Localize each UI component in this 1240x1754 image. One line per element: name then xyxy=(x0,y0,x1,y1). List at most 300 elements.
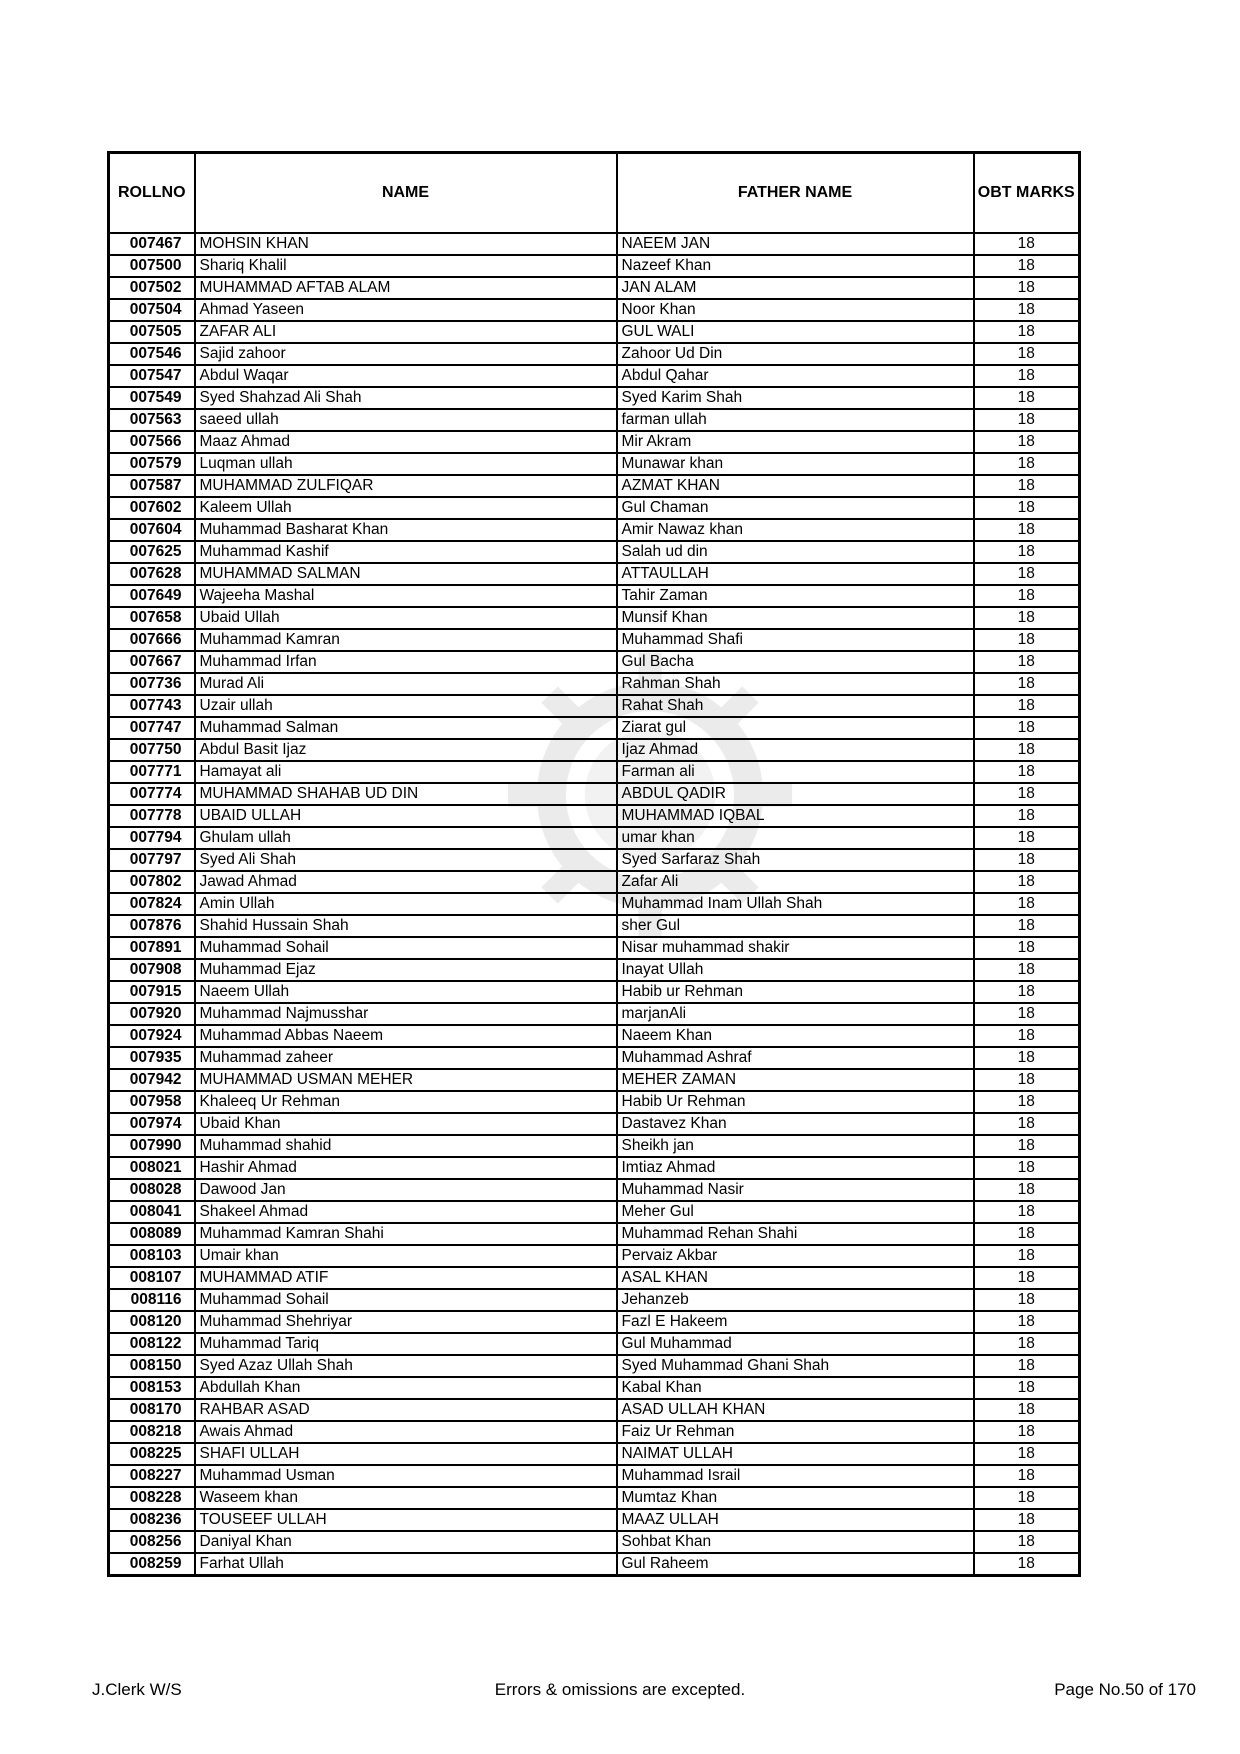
table-row xyxy=(109,849,1080,871)
marks-cell: 18 xyxy=(974,1003,1080,1025)
table-row xyxy=(109,1399,1080,1421)
table-row xyxy=(109,387,1080,409)
roll-number-cell: 007504 xyxy=(109,299,195,321)
name-cell: ZAFAR ALI xyxy=(195,321,617,343)
father-name-cell: Gul Chaman xyxy=(617,497,974,519)
table-row xyxy=(109,607,1080,629)
roll-number-cell: 007579 xyxy=(109,453,195,475)
footer-page-number: Page No.50 of 170 xyxy=(1054,1680,1196,1699)
table-row xyxy=(109,981,1080,1003)
father-name-cell: Gul Raheem xyxy=(617,1553,974,1576)
marks-cell: 18 xyxy=(974,695,1080,717)
roll-number-cell: 008120 xyxy=(109,1311,195,1333)
marks-cell: 18 xyxy=(974,1333,1080,1355)
name-cell: Syed Azaz Ullah Shah xyxy=(195,1355,617,1377)
name-cell: saeed ullah xyxy=(195,409,617,431)
table-row xyxy=(109,629,1080,651)
table-row xyxy=(109,541,1080,563)
table-row xyxy=(109,563,1080,585)
name-cell: TOUSEEF ULLAH xyxy=(195,1509,617,1531)
header-name: NAME xyxy=(195,153,617,234)
father-name-cell: ATTAULLAH xyxy=(617,563,974,585)
name-cell: Farhat Ullah xyxy=(195,1553,617,1576)
roll-number-cell: 007604 xyxy=(109,519,195,541)
roll-number-cell: 008089 xyxy=(109,1223,195,1245)
marks-cell: 18 xyxy=(974,431,1080,453)
table-row xyxy=(109,1311,1080,1333)
name-cell: Muhammad Sohail xyxy=(195,1289,617,1311)
father-name-cell: Naeem Khan xyxy=(617,1025,974,1047)
name-cell: MUHAMMAD ZULFIQAR xyxy=(195,475,617,497)
marks-cell: 18 xyxy=(974,453,1080,475)
name-cell: Muhammad Ejaz xyxy=(195,959,617,981)
marks-cell: 18 xyxy=(974,365,1080,387)
table-row xyxy=(109,1377,1080,1399)
table-row xyxy=(109,1355,1080,1377)
marks-cell: 18 xyxy=(974,981,1080,1003)
table-row xyxy=(109,1553,1080,1576)
table-row xyxy=(109,343,1080,365)
marks-cell: 18 xyxy=(974,1069,1080,1091)
name-cell: Muhammad shahid xyxy=(195,1135,617,1157)
footer-disclaimer: Errors & omissions are excepted. xyxy=(494,1680,746,1699)
marks-cell: 18 xyxy=(974,563,1080,585)
father-name-cell: Muhammad Ashraf xyxy=(617,1047,974,1069)
father-name-cell: marjanAli xyxy=(617,1003,974,1025)
marks-cell: 18 xyxy=(974,1047,1080,1069)
father-name-cell: Sheikh jan xyxy=(617,1135,974,1157)
table-row xyxy=(109,1157,1080,1179)
marks-cell: 18 xyxy=(974,651,1080,673)
table-header-row xyxy=(109,153,1080,234)
father-name-cell: Syed Muhammad Ghani Shah xyxy=(617,1355,974,1377)
table-row xyxy=(109,959,1080,981)
roll-number-cell: 007747 xyxy=(109,717,195,739)
name-cell: Awais Ahmad xyxy=(195,1421,617,1443)
father-name-cell: Muhammad Shafi xyxy=(617,629,974,651)
father-name-cell: Muhammad Israil xyxy=(617,1465,974,1487)
table-row xyxy=(109,277,1080,299)
table-row xyxy=(109,1487,1080,1509)
father-name-cell: Imtiaz Ahmad xyxy=(617,1157,974,1179)
table-row xyxy=(109,673,1080,695)
roll-number-cell: 007774 xyxy=(109,783,195,805)
name-cell: Khaleeq Ur Rehman xyxy=(195,1091,617,1113)
roll-number-cell: 008041 xyxy=(109,1201,195,1223)
name-cell: Abdullah Khan xyxy=(195,1377,617,1399)
name-cell: Syed Ali Shah xyxy=(195,849,617,871)
roll-number-cell: 007667 xyxy=(109,651,195,673)
table-row xyxy=(109,937,1080,959)
roll-number-cell: 007566 xyxy=(109,431,195,453)
roll-number-cell: 007505 xyxy=(109,321,195,343)
father-name-cell: Munsif Khan xyxy=(617,607,974,629)
roll-number-cell: 008170 xyxy=(109,1399,195,1421)
name-cell: Muhammad zaheer xyxy=(195,1047,617,1069)
roll-number-cell: 008153 xyxy=(109,1377,195,1399)
name-cell: Shakeel Ahmad xyxy=(195,1201,617,1223)
roll-number-cell: 007649 xyxy=(109,585,195,607)
father-name-cell: Salah ud din xyxy=(617,541,974,563)
marks-cell: 18 xyxy=(974,783,1080,805)
father-name-cell: JAN ALAM xyxy=(617,277,974,299)
roll-number-cell: 007563 xyxy=(109,409,195,431)
father-name-cell: Faiz Ur Rehman xyxy=(617,1421,974,1443)
marks-cell: 18 xyxy=(974,233,1080,255)
father-name-cell: Zahoor Ud Din xyxy=(617,343,974,365)
name-cell: Maaz Ahmad xyxy=(195,431,617,453)
father-name-cell: GUL WALI xyxy=(617,321,974,343)
table-row xyxy=(109,783,1080,805)
roll-number-cell: 008021 xyxy=(109,1157,195,1179)
table-row xyxy=(109,761,1080,783)
name-cell: Amin Ullah xyxy=(195,893,617,915)
name-cell: MUHAMMAD AFTAB ALAM xyxy=(195,277,617,299)
roll-number-cell: 007924 xyxy=(109,1025,195,1047)
table-row xyxy=(109,1003,1080,1025)
results-table xyxy=(107,151,1081,1577)
roll-number-cell: 007794 xyxy=(109,827,195,849)
table-row xyxy=(109,651,1080,673)
father-name-cell: Inayat Ullah xyxy=(617,959,974,981)
roll-number-cell: 008028 xyxy=(109,1179,195,1201)
father-name-cell: Sohbat Khan xyxy=(617,1531,974,1553)
name-cell: Ubaid Khan xyxy=(195,1113,617,1135)
name-cell: Muhammad Najmusshar xyxy=(195,1003,617,1025)
father-name-cell: Kabal Khan xyxy=(617,1377,974,1399)
father-name-cell: Mir Akram xyxy=(617,431,974,453)
marks-cell: 18 xyxy=(974,1135,1080,1157)
name-cell: Muhammad Kamran xyxy=(195,629,617,651)
marks-cell: 18 xyxy=(974,871,1080,893)
roll-number-cell: 007974 xyxy=(109,1113,195,1135)
roll-number-cell: 008228 xyxy=(109,1487,195,1509)
roll-number-cell: 007625 xyxy=(109,541,195,563)
table-row xyxy=(109,475,1080,497)
marks-cell: 18 xyxy=(974,277,1080,299)
marks-cell: 18 xyxy=(974,321,1080,343)
table-row xyxy=(109,233,1080,255)
header-rollno: ROLLNO xyxy=(109,153,195,234)
father-name-cell: Rahat Shah xyxy=(617,695,974,717)
roll-number-cell: 007876 xyxy=(109,915,195,937)
father-name-cell: Meher Gul xyxy=(617,1201,974,1223)
roll-number-cell: 007467 xyxy=(109,233,195,255)
table-row xyxy=(109,695,1080,717)
roll-number-cell: 007771 xyxy=(109,761,195,783)
marks-cell: 18 xyxy=(974,387,1080,409)
roll-number-cell: 007587 xyxy=(109,475,195,497)
table-row xyxy=(109,1509,1080,1531)
marks-cell: 18 xyxy=(974,1399,1080,1421)
table-row xyxy=(109,1267,1080,1289)
table-row xyxy=(109,871,1080,893)
marks-cell: 18 xyxy=(974,739,1080,761)
table-row xyxy=(109,1201,1080,1223)
marks-cell: 18 xyxy=(974,1113,1080,1135)
name-cell: Waseem khan xyxy=(195,1487,617,1509)
roll-number-cell: 007935 xyxy=(109,1047,195,1069)
table-row xyxy=(109,1465,1080,1487)
name-cell: Muhammad Sohail xyxy=(195,937,617,959)
roll-number-cell: 007547 xyxy=(109,365,195,387)
roll-number-cell: 008218 xyxy=(109,1421,195,1443)
father-name-cell: Ziarat gul xyxy=(617,717,974,739)
marks-cell: 18 xyxy=(974,1377,1080,1399)
marks-cell: 18 xyxy=(974,541,1080,563)
table-row xyxy=(109,1443,1080,1465)
marks-cell: 18 xyxy=(974,959,1080,981)
marks-cell: 18 xyxy=(974,937,1080,959)
marks-cell: 18 xyxy=(974,1223,1080,1245)
table-row xyxy=(109,1113,1080,1135)
roll-number-cell: 008103 xyxy=(109,1245,195,1267)
roll-number-cell: 008256 xyxy=(109,1531,195,1553)
roll-number-cell: 008236 xyxy=(109,1509,195,1531)
father-name-cell: umar khan xyxy=(617,827,974,849)
father-name-cell: NAEEM JAN xyxy=(617,233,974,255)
table-row xyxy=(109,1047,1080,1069)
father-name-cell: MAAZ ULLAH xyxy=(617,1509,974,1531)
table-row xyxy=(109,1135,1080,1157)
roll-number-cell: 007797 xyxy=(109,849,195,871)
name-cell: Luqman ullah xyxy=(195,453,617,475)
name-cell: RAHBAR ASAD xyxy=(195,1399,617,1421)
father-name-cell: Pervaiz Akbar xyxy=(617,1245,974,1267)
father-name-cell: AZMAT KHAN xyxy=(617,475,974,497)
roll-number-cell: 008122 xyxy=(109,1333,195,1355)
table-row xyxy=(109,1069,1080,1091)
father-name-cell: Dastavez Khan xyxy=(617,1113,974,1135)
table-row xyxy=(109,453,1080,475)
marks-cell: 18 xyxy=(974,1245,1080,1267)
marks-cell: 18 xyxy=(974,827,1080,849)
father-name-cell: Gul Bacha xyxy=(617,651,974,673)
father-name-cell: NAIMAT ULLAH xyxy=(617,1443,974,1465)
father-name-cell: Muhammad Inam Ullah Shah xyxy=(617,893,974,915)
table-row xyxy=(109,497,1080,519)
father-name-cell: Amir Nawaz khan xyxy=(617,519,974,541)
name-cell: Abdul Basit Ijaz xyxy=(195,739,617,761)
father-name-cell: ASAL KHAN xyxy=(617,1267,974,1289)
marks-cell: 18 xyxy=(974,1531,1080,1553)
roll-number-cell: 007743 xyxy=(109,695,195,717)
name-cell: Muhammad Basharat Khan xyxy=(195,519,617,541)
marks-cell: 18 xyxy=(974,497,1080,519)
name-cell: Murad Ali xyxy=(195,673,617,695)
footer-clerk: J.Clerk W/S xyxy=(92,1680,182,1699)
roll-number-cell: 008150 xyxy=(109,1355,195,1377)
father-name-cell: Tahir Zaman xyxy=(617,585,974,607)
marks-cell: 18 xyxy=(974,1201,1080,1223)
marks-cell: 18 xyxy=(974,1289,1080,1311)
marks-cell: 18 xyxy=(974,717,1080,739)
marks-cell: 18 xyxy=(974,915,1080,937)
table-row xyxy=(109,585,1080,607)
marks-cell: 18 xyxy=(974,1509,1080,1531)
roll-number-cell: 008107 xyxy=(109,1267,195,1289)
roll-number-cell: 008225 xyxy=(109,1443,195,1465)
name-cell: Uzair ullah xyxy=(195,695,617,717)
name-cell: Muhammad Kamran Shahi xyxy=(195,1223,617,1245)
marks-cell: 18 xyxy=(974,1267,1080,1289)
name-cell: SHAFI ULLAH xyxy=(195,1443,617,1465)
father-name-cell: Nisar muhammad shakir xyxy=(617,937,974,959)
roll-number-cell: 007736 xyxy=(109,673,195,695)
table-row xyxy=(109,1421,1080,1443)
name-cell: Sajid zahoor xyxy=(195,343,617,365)
marks-cell: 18 xyxy=(974,343,1080,365)
marks-cell: 18 xyxy=(974,585,1080,607)
table-row xyxy=(109,299,1080,321)
father-name-cell: Muhammad Nasir xyxy=(617,1179,974,1201)
name-cell: Abdul Waqar xyxy=(195,365,617,387)
roll-number-cell: 007778 xyxy=(109,805,195,827)
header-obt-marks: OBT MARKS xyxy=(974,153,1080,234)
marks-cell: 18 xyxy=(974,1355,1080,1377)
father-name-cell: farman ullah xyxy=(617,409,974,431)
marks-cell: 18 xyxy=(974,1311,1080,1333)
roll-number-cell: 007891 xyxy=(109,937,195,959)
name-cell: Muhammad Usman xyxy=(195,1465,617,1487)
father-name-cell: ASAD ULLAH KHAN xyxy=(617,1399,974,1421)
roll-number-cell: 007502 xyxy=(109,277,195,299)
marks-cell: 18 xyxy=(974,1157,1080,1179)
father-name-cell: Jehanzeb xyxy=(617,1289,974,1311)
father-name-cell: Habib Ur Rehman xyxy=(617,1091,974,1113)
marks-cell: 18 xyxy=(974,1025,1080,1047)
father-name-cell: Munawar khan xyxy=(617,453,974,475)
name-cell: Muhammad Salman xyxy=(195,717,617,739)
table-row xyxy=(109,1223,1080,1245)
table-row xyxy=(109,431,1080,453)
father-name-cell: sher Gul xyxy=(617,915,974,937)
name-cell: Kaleem Ullah xyxy=(195,497,617,519)
marks-cell: 18 xyxy=(974,519,1080,541)
roll-number-cell: 008116 xyxy=(109,1289,195,1311)
roll-number-cell: 007942 xyxy=(109,1069,195,1091)
father-name-cell: Mumtaz Khan xyxy=(617,1487,974,1509)
roll-number-cell: 007990 xyxy=(109,1135,195,1157)
roll-number-cell: 007658 xyxy=(109,607,195,629)
father-name-cell: Abdul Qahar xyxy=(617,365,974,387)
father-name-cell: Rahman Shah xyxy=(617,673,974,695)
name-cell: Muhammad Irfan xyxy=(195,651,617,673)
marks-cell: 18 xyxy=(974,629,1080,651)
roll-number-cell: 007750 xyxy=(109,739,195,761)
name-cell: MOHSIN KHAN xyxy=(195,233,617,255)
table-row xyxy=(109,1531,1080,1553)
name-cell: UBAID ULLAH xyxy=(195,805,617,827)
father-name-cell: Gul Muhammad xyxy=(617,1333,974,1355)
table-row xyxy=(109,1245,1080,1267)
name-cell: Ghulam ullah xyxy=(195,827,617,849)
father-name-cell: Ijaz Ahmad xyxy=(617,739,974,761)
roll-number-cell: 007549 xyxy=(109,387,195,409)
marks-cell: 18 xyxy=(974,805,1080,827)
name-cell: Daniyal Khan xyxy=(195,1531,617,1553)
marks-cell: 18 xyxy=(974,1553,1080,1576)
marks-cell: 18 xyxy=(974,607,1080,629)
roll-number-cell: 007500 xyxy=(109,255,195,277)
table-row xyxy=(109,915,1080,937)
name-cell: Muhammad Kashif xyxy=(195,541,617,563)
marks-cell: 18 xyxy=(974,1487,1080,1509)
marks-cell: 18 xyxy=(974,299,1080,321)
roll-number-cell: 008259 xyxy=(109,1553,195,1576)
roll-number-cell: 007602 xyxy=(109,497,195,519)
roll-number-cell: 007920 xyxy=(109,1003,195,1025)
marks-cell: 18 xyxy=(974,409,1080,431)
roll-number-cell: 007908 xyxy=(109,959,195,981)
name-cell: MUHAMMAD SHAHAB UD DIN xyxy=(195,783,617,805)
table-row xyxy=(109,409,1080,431)
name-cell: Jawad Ahmad xyxy=(195,871,617,893)
father-name-cell: ABDUL QADIR xyxy=(617,783,974,805)
father-name-cell: Noor Khan xyxy=(617,299,974,321)
roll-number-cell: 007915 xyxy=(109,981,195,1003)
table-row xyxy=(109,1091,1080,1113)
roll-number-cell: 008227 xyxy=(109,1465,195,1487)
table-row xyxy=(109,1333,1080,1355)
name-cell: Syed Shahzad Ali Shah xyxy=(195,387,617,409)
table-row xyxy=(109,1289,1080,1311)
marks-cell: 18 xyxy=(974,761,1080,783)
table-row xyxy=(109,255,1080,277)
marks-cell: 18 xyxy=(974,1179,1080,1201)
name-cell: Naeem Ullah xyxy=(195,981,617,1003)
name-cell: Muhammad Shehriyar xyxy=(195,1311,617,1333)
father-name-cell: Nazeef Khan xyxy=(617,255,974,277)
name-cell: Hashir Ahmad xyxy=(195,1157,617,1179)
father-name-cell: Farman ali xyxy=(617,761,974,783)
table-row xyxy=(109,1179,1080,1201)
marks-cell: 18 xyxy=(974,1465,1080,1487)
roll-number-cell: 007628 xyxy=(109,563,195,585)
roll-number-cell: 007666 xyxy=(109,629,195,651)
table-row xyxy=(109,805,1080,827)
name-cell: MUHAMMAD USMAN MEHER xyxy=(195,1069,617,1091)
table-row xyxy=(109,365,1080,387)
father-name-cell: Habib ur Rehman xyxy=(617,981,974,1003)
marks-cell: 18 xyxy=(974,475,1080,497)
father-name-cell: MUHAMMAD IQBAL xyxy=(617,805,974,827)
father-name-cell: Muhammad Rehan Shahi xyxy=(617,1223,974,1245)
table-row xyxy=(109,321,1080,343)
marks-cell: 18 xyxy=(974,849,1080,871)
father-name-cell: Fazl E Hakeem xyxy=(617,1311,974,1333)
marks-cell: 18 xyxy=(974,1443,1080,1465)
marks-cell: 18 xyxy=(974,893,1080,915)
name-cell: Shariq Khalil xyxy=(195,255,617,277)
roll-number-cell: 007546 xyxy=(109,343,195,365)
name-cell: Hamayat ali xyxy=(195,761,617,783)
table-row xyxy=(109,717,1080,739)
table-row xyxy=(109,893,1080,915)
name-cell: Shahid Hussain Shah xyxy=(195,915,617,937)
father-name-cell: Zafar Ali xyxy=(617,871,974,893)
roll-number-cell: 007824 xyxy=(109,893,195,915)
roll-number-cell: 007802 xyxy=(109,871,195,893)
header-father-name: FATHER NAME xyxy=(617,153,974,234)
table-row xyxy=(109,739,1080,761)
table-body xyxy=(109,233,1080,1576)
marks-cell: 18 xyxy=(974,673,1080,695)
marks-cell: 18 xyxy=(974,255,1080,277)
father-name-cell: Syed Karim Shah xyxy=(617,387,974,409)
name-cell: Dawood Jan xyxy=(195,1179,617,1201)
table-row xyxy=(109,827,1080,849)
